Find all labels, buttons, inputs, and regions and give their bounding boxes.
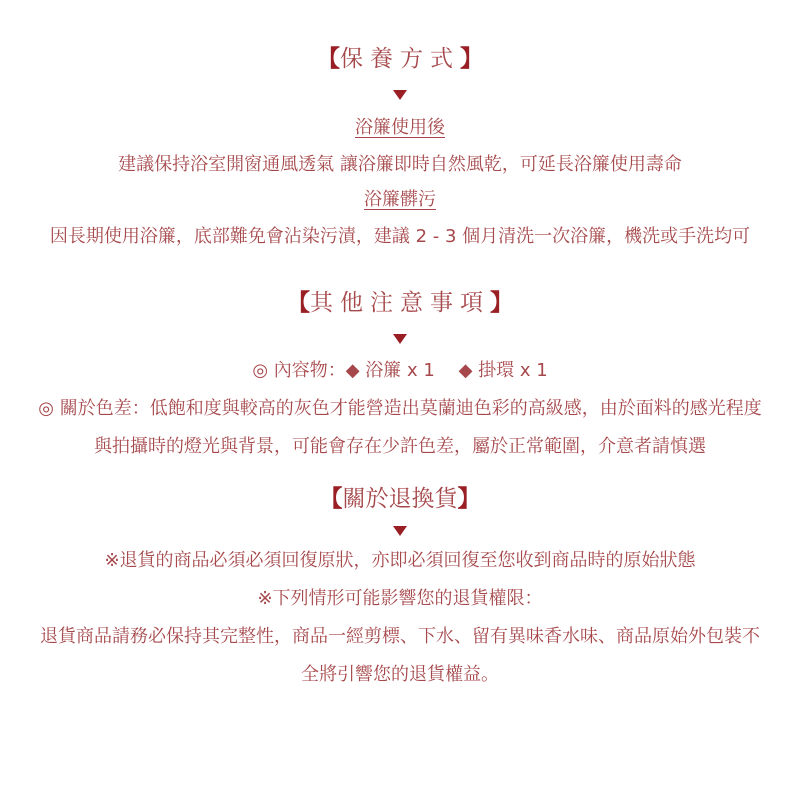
- section-care-instructions: [0, 42, 800, 256]
- care-subheading-after-use: 浴簾使用後: [355, 117, 445, 138]
- section-other-notes: [0, 286, 800, 466]
- notes-section-header: [0, 286, 800, 320]
- care-section-title: 保養方式: [340, 46, 460, 72]
- section-returns-policy: [0, 482, 800, 694]
- care-paragraph-ventilation: 建議保持浴室開窗通風透氣 讓浴簾即時自然風乾，可延長浴簾使用壽命: [118, 154, 682, 175]
- header-bracket-right: 】: [490, 290, 513, 316]
- returns-line-restore-condition: ※退貨的商品必須必須回復原狀，亦即必須回復至您收到商品時的原始狀態: [104, 550, 696, 571]
- down-triangle-icon: [393, 526, 407, 536]
- notes-section-title: 其他注意事項: [310, 290, 490, 316]
- header-bracket-right: 】: [457, 486, 481, 512]
- care-paragraph-washing: 因長期使用浴簾，底部難免會沾染污漬，建議 2 - 3 個月清洗一次浴簾，機洗或手洗均可: [49, 226, 751, 247]
- header-bracket-left: 【: [317, 46, 340, 72]
- returns-paragraph-integrity: 退貨商品請務必保持其完整性，商品一經剪標、下水、留有異味香水味、商品原始外包裝不全將引響您的退貨權益。: [40, 626, 760, 685]
- header-bracket-right: 】: [460, 46, 483, 72]
- header-bracket-left: 【: [287, 290, 310, 316]
- down-triangle-icon: [393, 334, 407, 344]
- returns-section-title: 關於退換貨: [342, 486, 458, 512]
- header-bracket-left: 【: [319, 486, 343, 512]
- down-triangle-icon: [393, 90, 407, 100]
- returns-section-header: [0, 482, 800, 516]
- returns-line-conditions-intro: ※下列情形可能影響您的退貨權限：: [257, 588, 543, 609]
- care-subheading-dirty: 浴簾髒污: [364, 189, 436, 210]
- notes-color-difference: ◎ 關於色差：低飽和度與較高的灰色才能營造出莫蘭迪色彩的高級感，由於面料的感光程度與拍攝時的燈光與背景，可能會存在少許色差，屬於正常範圍，介意者請慎選: [38, 398, 762, 457]
- care-section-header: [0, 42, 800, 76]
- notes-package-contents: ◎ 內容物：◆ 浴簾 x 1 ◆ 掛環 x 1: [252, 360, 548, 381]
